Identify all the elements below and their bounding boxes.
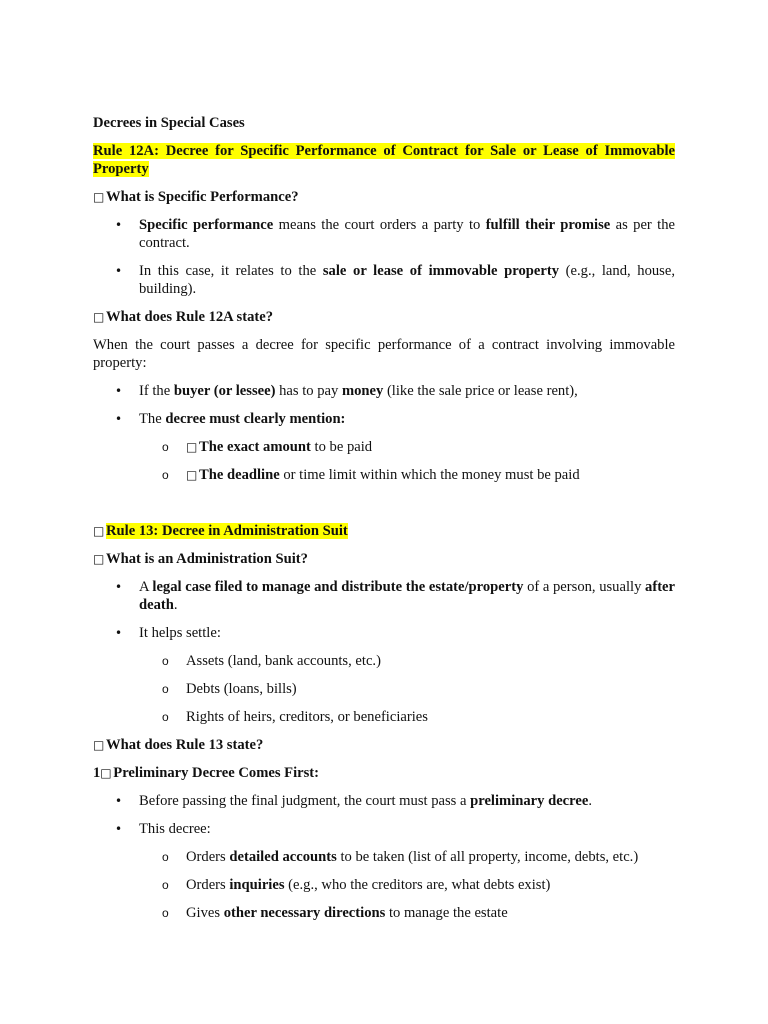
missing-glyph-icon: □: [93, 738, 105, 752]
sub-list-item: o Debts (loans, bills): [93, 680, 675, 698]
list-item: • This decree:: [93, 820, 675, 838]
list-item: • It helps settle:: [93, 624, 675, 642]
rule-13-heading: [93, 522, 675, 540]
document-body: [93, 114, 675, 922]
question-rule-12a: □ What does Rule 12A state?: [93, 309, 274, 325]
list-item: • If the buyer (or lessee) has to pay money (like the sale price or lease rent),: [93, 382, 675, 400]
bullet-list: [93, 792, 675, 838]
sub-list: [93, 848, 675, 922]
list-item: • Specific performance means the court orders a party to fulfill their promise as per the contract.: [93, 216, 675, 252]
sub-list-item: o Orders detailed accounts to be taken (list of all property, income, debts, etc.): [93, 848, 675, 866]
sub-list-item: o Orders inquiries (e.g., who the creditors are, what debts exist): [93, 876, 675, 894]
preliminary-decree-heading: 1□ Preliminary Decree Comes First:: [93, 765, 320, 781]
highlight: Rule 13: Decree in Administration Suit: [106, 523, 348, 539]
question-rule-13: □ What does Rule 13 state?: [93, 737, 264, 753]
missing-glyph-icon: □: [93, 310, 105, 324]
missing-glyph-icon: □: [93, 524, 105, 538]
missing-glyph-icon: □: [93, 552, 105, 566]
sub-list-item: o Gives other necessary directions to manage the estate: [93, 904, 675, 922]
rule-12a-heading: [93, 142, 675, 178]
highlight: Rule 12A: Decree for Specific Performance of Contract for Sale or Lease of Immovable Property: [93, 143, 675, 177]
missing-glyph-icon: □: [186, 468, 198, 482]
paragraph: When the court passes a decree for specific performance of a contract involving immovable property:: [93, 337, 675, 371]
sub-list: [93, 438, 675, 484]
missing-glyph-icon: □: [100, 766, 112, 780]
list-item: • The decree must clearly mention:: [93, 410, 675, 428]
bullet-list: [93, 382, 675, 428]
list-item: • In this case, it relates to the sale or lease of immovable property (e.g., land, house, building).: [93, 262, 675, 298]
question-specific-performance: □ What is Specific Performance?: [93, 189, 299, 205]
missing-glyph-icon: □: [93, 190, 105, 204]
bullet-list: [93, 578, 675, 642]
bullet-list: [93, 216, 675, 298]
document-title: Decrees in Special Cases: [93, 115, 245, 131]
sub-list-item: o □ The deadline or time limit within which the money must be paid: [93, 466, 675, 484]
list-item: • A legal case filed to manage and distribute the estate/property of a person, usually after death.: [93, 578, 675, 614]
missing-glyph-icon: □: [186, 440, 198, 454]
sub-list-item: o Rights of heirs, creditors, or beneficiaries: [93, 708, 675, 726]
list-item: • Before passing the final judgment, the court must pass a preliminary decree.: [93, 792, 675, 810]
sub-list-item: o □ The exact amount to be paid: [93, 438, 675, 456]
sub-list: [93, 652, 675, 726]
sub-list-item: o Assets (land, bank accounts, etc.): [93, 652, 675, 670]
question-administration-suit: □ What is an Administration Suit?: [93, 551, 308, 567]
